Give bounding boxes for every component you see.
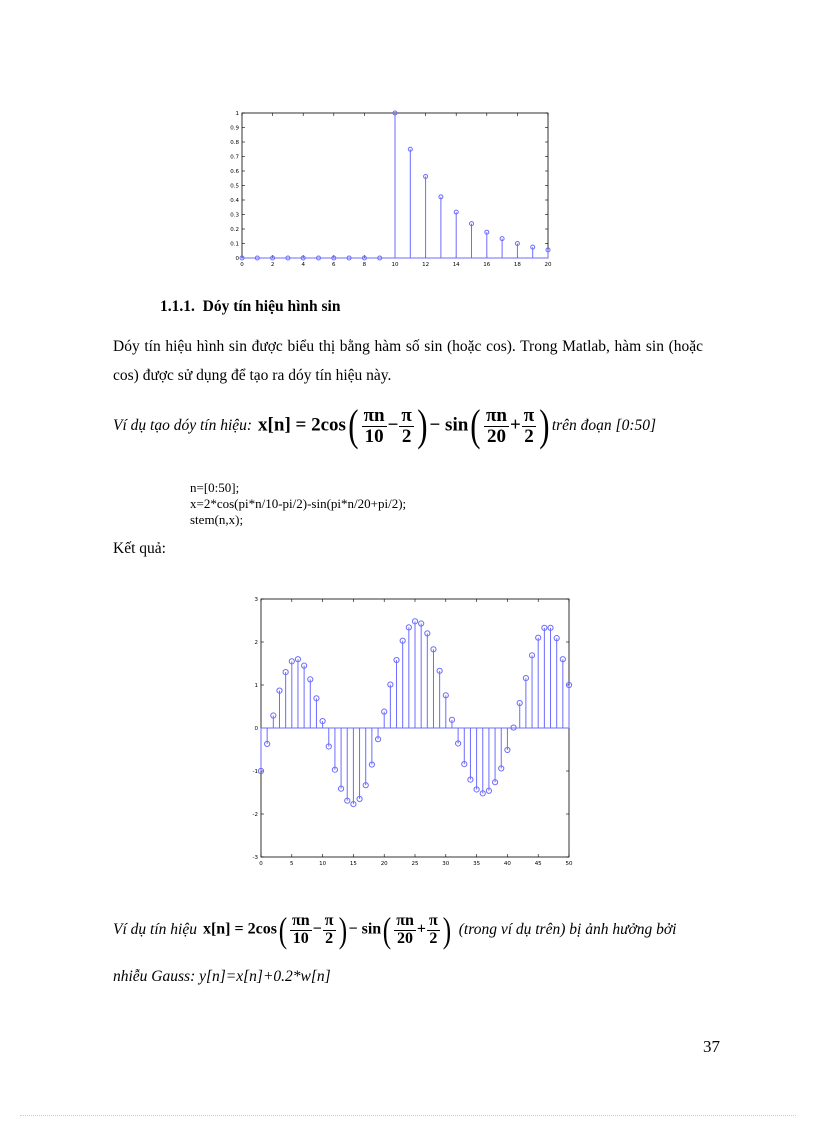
y-tick-label: -3 — [252, 855, 258, 861]
formula-op: − — [312, 920, 322, 938]
formula-op: − — [387, 414, 399, 436]
x-tick-label: 10 — [391, 262, 399, 268]
y-tick-label: 0.1 — [230, 241, 239, 248]
x-tick-label: 50 — [565, 861, 573, 867]
y-tick-label: -1 — [252, 769, 258, 775]
x-tick-label: 4 — [301, 262, 305, 268]
formula-lhs: x[n] = 2cos — [258, 414, 346, 436]
x-tick-label: 10 — [319, 861, 327, 867]
example1-prefix: Ví dụ tạo dóy tín hiệu: — [113, 417, 253, 434]
formula-lhs: x[n] = 2cos — [202, 920, 277, 938]
formula-mid: − sin — [348, 920, 382, 938]
page-number: 37 — [703, 1037, 720, 1056]
y-tick-label: 2 — [254, 640, 258, 646]
frac-num: πn — [396, 911, 414, 929]
frac-den: 2 — [429, 929, 438, 947]
section-number: 1.1.1. — [160, 298, 195, 315]
example2-line — [113, 912, 677, 948]
result-label: Kết quả: — [113, 540, 166, 557]
frac-den: 2 — [524, 425, 534, 447]
section-heading — [160, 298, 340, 316]
frac-num: πn — [363, 404, 385, 426]
example2-line2: nhiễu Gauss: y[n]=x[n]+0.2*w[n] — [113, 968, 331, 985]
x-tick-label: 0 — [259, 861, 263, 867]
x-tick-label: 16 — [483, 262, 491, 268]
formula-op: + — [416, 920, 426, 938]
frac-den: 20 — [397, 929, 414, 947]
frac-den: 10 — [292, 929, 309, 947]
x-tick-label: 14 — [452, 262, 460, 268]
chart-sinusoid-stem — [248, 592, 578, 872]
x-tick-label: 12 — [422, 262, 430, 268]
example1-line — [113, 401, 657, 450]
footer-divider — [20, 1115, 796, 1116]
x-tick-label: 5 — [290, 861, 294, 867]
x-tick-label: 20 — [544, 262, 552, 268]
y-tick-label: -2 — [252, 812, 258, 818]
code-line: stem(n,x); — [190, 512, 244, 527]
y-tick-label: 0.4 — [230, 198, 239, 204]
x-tick-label: 2 — [270, 262, 275, 268]
section-title: Dóy tín hiệu hình sin — [202, 298, 341, 315]
x-tick-label: 0 — [240, 262, 244, 268]
code-line: x=2*cos(pi*n/10-pi/2)-sin(pi*n/20+pi/2); — [190, 496, 407, 511]
frac-num: π — [523, 404, 535, 426]
frac-num: π — [429, 911, 438, 929]
y-tick-label: 0.9 — [230, 125, 239, 132]
x-tick-label: 6 — [332, 262, 336, 268]
frac-num: πn — [485, 404, 507, 426]
chart2-svg — [248, 592, 578, 872]
x-tick-label: 18 — [513, 262, 521, 268]
y-tick-label: 0.6 — [230, 169, 239, 175]
y-tick-label: 1 — [254, 683, 258, 689]
chart-exponential-stem — [230, 108, 560, 270]
y-tick-label: 0.5 — [230, 183, 239, 190]
x-tick-label: 15 — [349, 861, 357, 867]
y-tick-label: 0.3 — [230, 212, 239, 219]
example1-formula: x[n] = 2cos( $\frac{\pi n}{10}$ − $\frac{\pi}{2}$ ) − sin( $\frac{\pi n}{20}$ + $\frac{\pi}{2}$ ) — [258, 401, 550, 450]
frac-den: 2 — [401, 425, 412, 447]
frac-den: 20 — [486, 425, 506, 447]
y-tick-label: 0 — [254, 726, 258, 732]
x-tick-label: 20 — [380, 861, 388, 867]
frac-den: 10 — [364, 425, 384, 447]
chart1-svg — [230, 108, 560, 270]
example2-formula: x[n] = 2cos( $\frac{\pi n}{10}$ − $\frac{\pi}{2}$ ) − sin( $\frac{\pi n}{20}$ + $\frac{\pi}{2}$ ) — [202, 910, 451, 950]
x-tick-label: 45 — [534, 861, 542, 867]
y-tick-label: 0.8 — [230, 140, 239, 146]
x-tick-label: 40 — [503, 861, 511, 867]
code-line: n=[0:50]; — [190, 480, 240, 495]
code-block — [190, 480, 406, 528]
example2-suffix: (trong ví dụ trên) bị ảnh hưởng bởi — [458, 921, 677, 938]
frac-den: 2 — [325, 929, 334, 947]
y-tick-label: 1 — [235, 111, 239, 117]
formula-op: + — [509, 414, 521, 436]
example1-suffix: trên đoạn [0:50] — [551, 417, 657, 434]
x-tick-label: 8 — [362, 262, 367, 268]
y-tick-label: 0.7 — [230, 154, 239, 161]
y-tick-label: 0.2 — [230, 227, 239, 233]
y-tick-label: 3 — [254, 597, 258, 603]
body-paragraph: Dóy tín hiệu hình sin được biểu thị bằng hàm số sin (hoặc cos). Trong Matlab, hàm sin (hoặc cos) được sử dụng để tạo ra dóy tín hiệu này. — [113, 338, 703, 384]
frac-num: πn — [291, 911, 310, 929]
formula-mid: − sin — [429, 414, 469, 436]
y-tick-label: 0 — [235, 256, 239, 262]
x-tick-label: 30 — [442, 861, 450, 867]
x-tick-label: 25 — [411, 861, 419, 867]
frac-num: π — [324, 911, 334, 929]
frac-num: π — [401, 404, 412, 426]
x-tick-label: 35 — [473, 861, 481, 867]
example2-prefix: Ví dụ tín hiệu — [113, 921, 197, 938]
